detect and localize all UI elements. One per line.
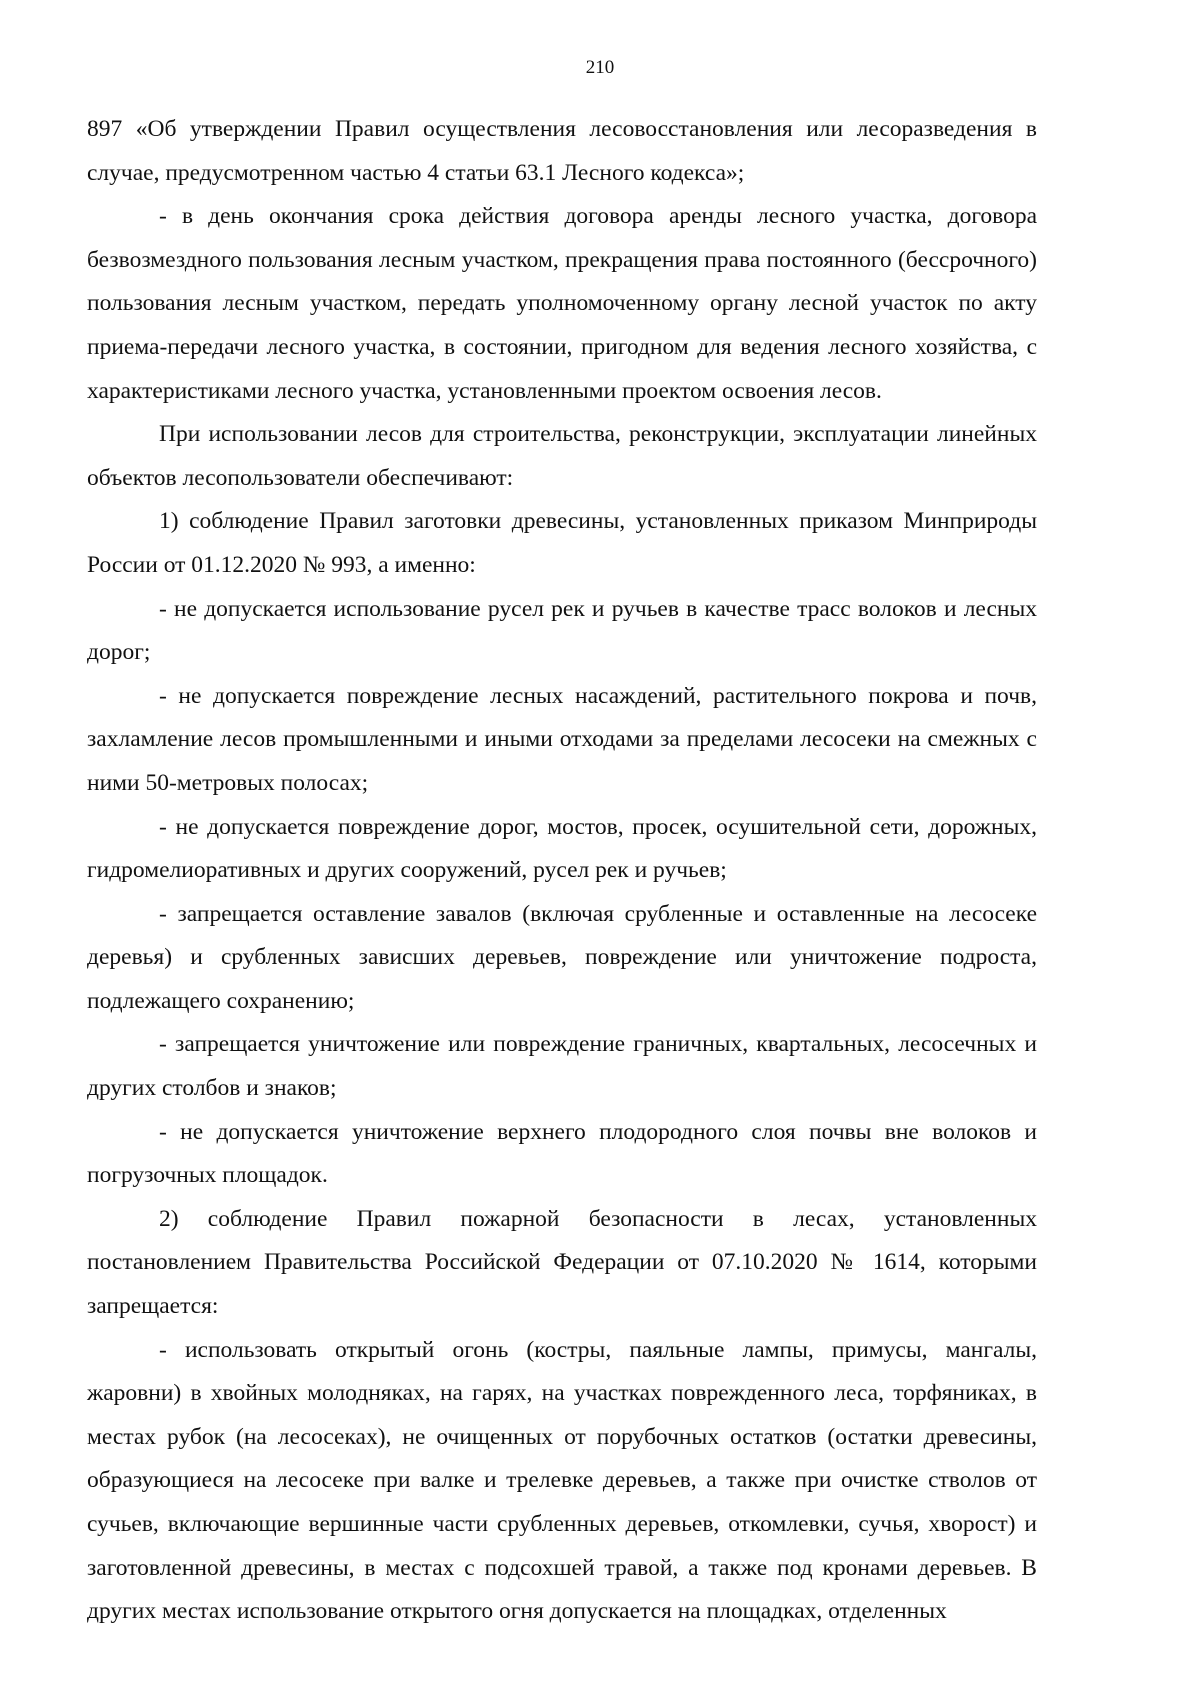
paragraph-timber-rules: 1) соблюдение Правил заготовки древесины, установленных приказом Минприроды России от 01.12.2020 № 993, а именно:	[87, 508, 1037, 578]
list-item-windfall: - запрещается оставление завалов (включая срубленные и оставленные на лесосеке деревья) и срубленных зависших деревьев, повреждение или уничтожение подроста, подлежащего сохранению;	[87, 900, 1037, 1014]
paragraph-continuation: 897 «Об утверждении Правил осуществления лесовосстановления или лесоразведения в случае, предусмотренном частью 4 статьи 63.1 Лесного кодекса»;	[87, 116, 1037, 186]
list-item-open-fire: - использовать открытый огонь (костры, паяльные лампы, примусы, мангалы, жаровни) в хвойных молодняках, на гарях, на участках поврежденного леса, торфяниках, в местах рубок (на лесосеках), не очищенных от порубочных остатков (остатки древесины, образующиеся на лесосеке при валке и трелевке деревьев, а также при очистке стволов от сучьев, включающие вершинные части срубленных деревьев, откомлевки, сучья, хворост) и заготовленной древесины, в местах с подсохшей травой, а также под кронами деревьев. В других местах использование открытого огня допускается на площадках, отделенных	[87, 1336, 1037, 1625]
list-item-riverbeds: - не допускается использование русел рек и ручьев в качестве трасс волоков и лесных дорог;	[87, 595, 1037, 666]
paragraph-lease-end: - в день окончания срока действия договора аренды лесного участка, договора безвозмездного пользования лесным участком, прекращения права постоянного (бессрочного) пользования лесным участком, передать уполномоченному органу лесной участок по акту приема-передачи лесного участка, в состоянии, пригодном для ведения лесного хозяйства, с характеристиками лесного участка, установленными проектом освоения лесов.	[87, 203, 1037, 404]
paragraph-fire-rules: 2) соблюдение Правил пожарной безопасности в лесах, установленных постановлением Правительства Российской Федерации от 07.10.2020 № 1614, которыми запрещается:	[87, 1205, 1037, 1320]
page-body	[87, 108, 1037, 1634]
list-item-roads: - не допускается повреждение дорог, мостов, просек, осушительной сети, дорожных, гидромелиоративных и других сооружений, русел рек и ручьев;	[87, 813, 1037, 884]
list-item-plantings: - не допускается повреждение лесных насаждений, растительного покрова и почв, захламление лесов промышленными и иными отходами за пределами лесосеки на смежных с ними 50-метровых полосах;	[87, 682, 1037, 796]
paragraph-linear-objects: При использовании лесов для строительства, реконструкции, эксплуатации линейных объектов лесопользователи обеспечивают:	[87, 421, 1037, 491]
page-number: 210	[585, 57, 615, 78]
list-item-markers: - запрещается уничтожение или повреждение граничных, квартальных, лесосечных и других столбов и знаков;	[87, 1031, 1037, 1102]
list-item-topsoil: - не допускается уничтожение верхнего плодородного слоя почвы вне волоков и погрузочных площадок.	[87, 1118, 1037, 1189]
